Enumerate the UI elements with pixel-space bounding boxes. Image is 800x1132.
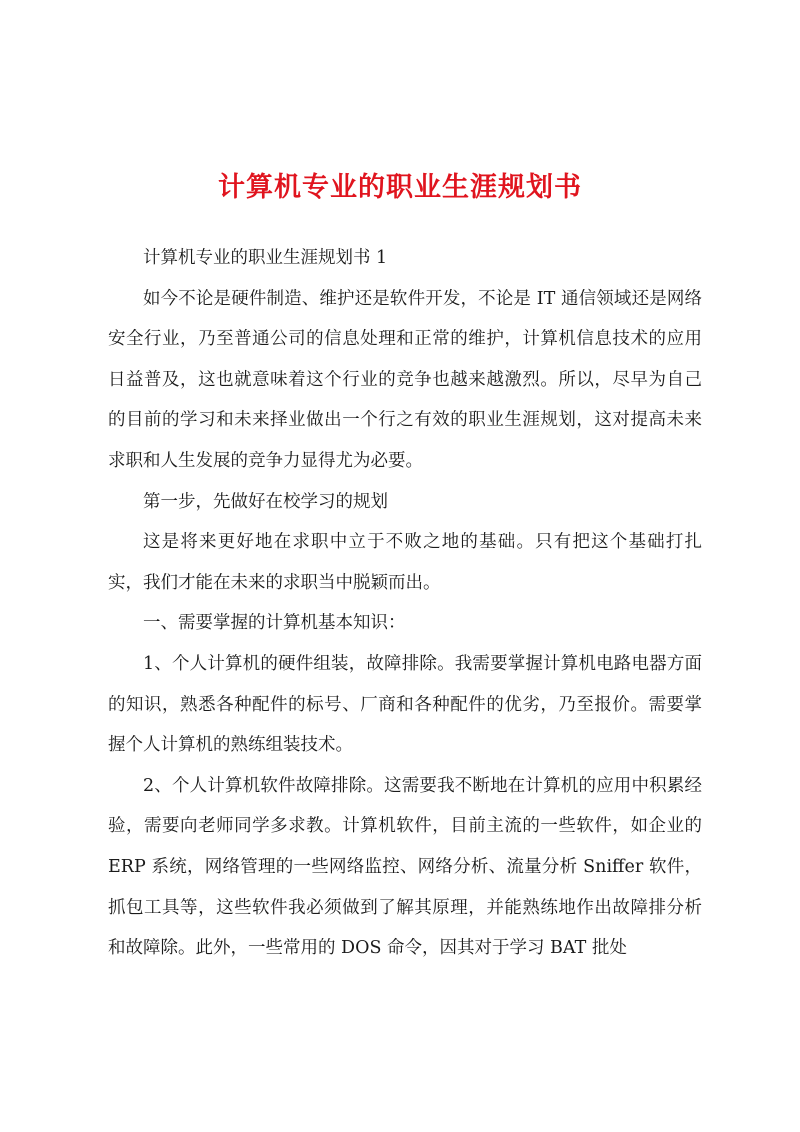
paragraph-foundation: 这是将来更好地在求职中立于不败之地的基础。只有把这个基础打扎实，我们才能在未来的求职当中脱颖而出。	[108, 532, 702, 593]
document-title: 计算机专业的职业生涯规划书	[218, 172, 582, 203]
paragraph-step-one: 第一步，先做好在校学习的规划	[143, 491, 388, 512]
paragraph-software: 2、个人计算机软件故障排除。这需要我不断地在计算机的应用中积累经验，需要向老师同学多求教。计算机软件，目前主流的一些软件，如企业的 ERP 系统，网络管理的一些网络监控、网络分析、流量分析 Sniffer 软件，抓包工具等，这些软件我必须做到了解其原理，并能熟练地作出故障排分析和故障除。此外，一些常用的 DOS 命令，因其对于学习 BAT 批处	[108, 775, 702, 959]
paragraph-heading: 计算机专业的职业生涯规划书 1	[143, 248, 388, 268]
document-body	[108, 238, 702, 969]
paragraph-intro: 如今不论是硬件制造、维护还是软件开发，不论是 IT 通信领域还是网络安全行业，乃至普通公司的信息处理和正常的维护，计算机信息技术的应用日益普及，这也就意味着这个行业的竞争也越来越激烈。所以，尽早为自己的目前的学习和未来择业做出一个行之有效的职业生涯规划，这对提高未来求职和人生发展的竞争力显得尤为必要。	[108, 288, 702, 471]
paragraph-section-one: 一、需要掌握的计算机基本知识：	[143, 613, 406, 634]
paragraph-hardware: 1、个人计算机的硬件组装，故障排除。我需要掌握计算机电路电器方面的知识，熟悉各种配件的标号、厂商和各种配件的优劣，乃至报价。需要掌握个人计算机的熟练组装技术。	[108, 653, 702, 756]
